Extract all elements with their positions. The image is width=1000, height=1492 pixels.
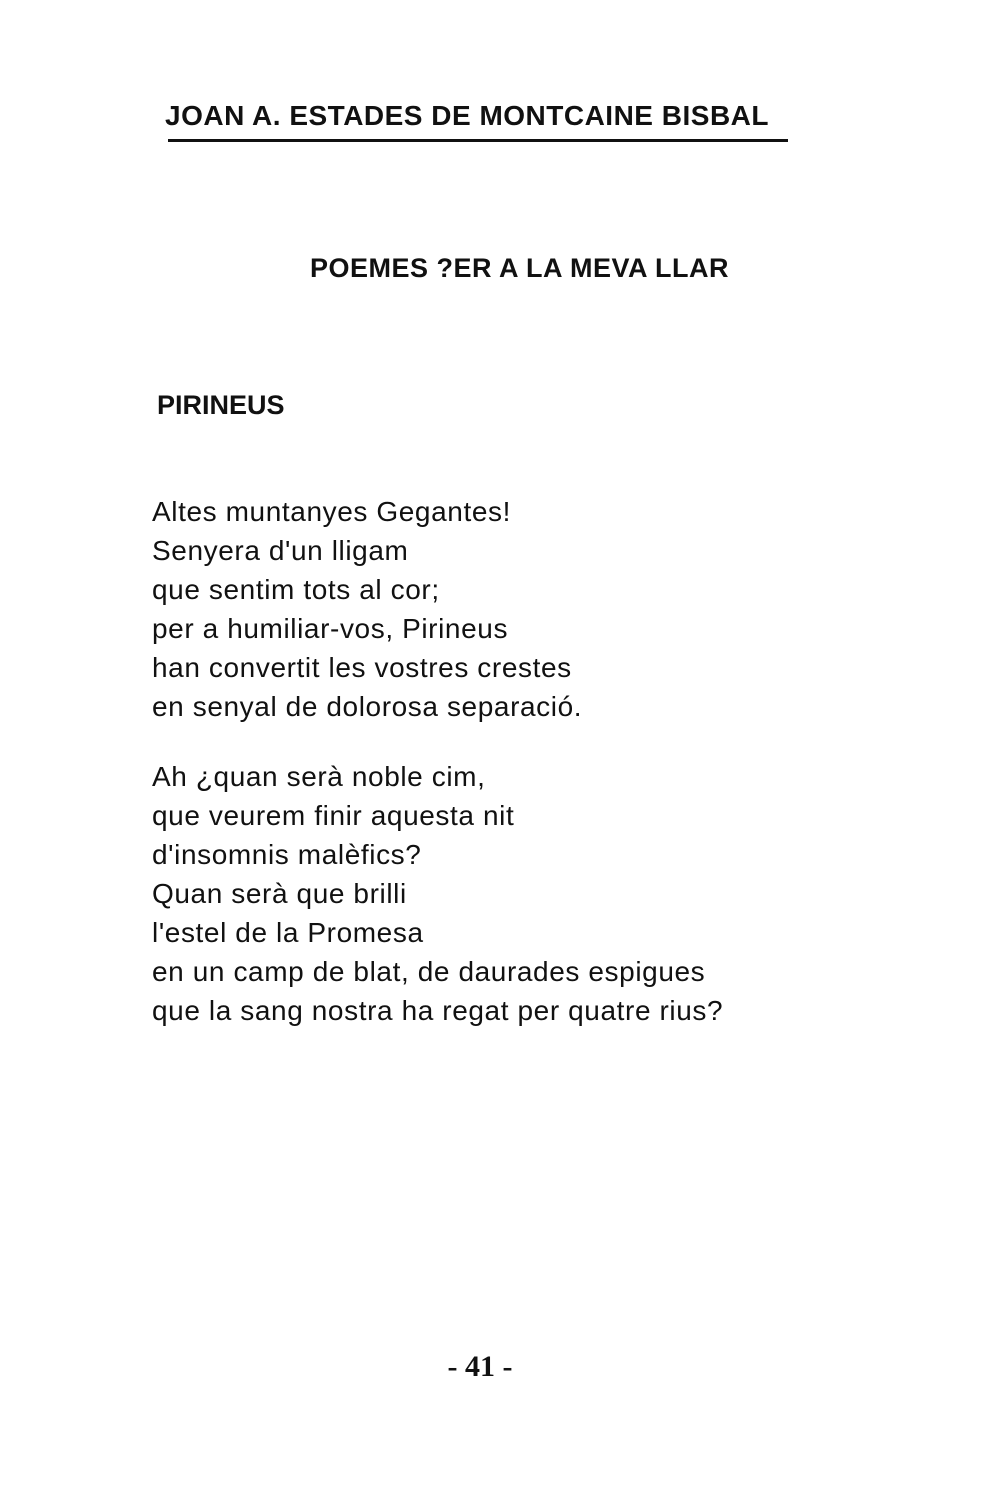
verse-line: Ah ¿quan serà noble cim, [152,761,486,792]
verse-line: han convertit les vostres crestes [152,652,572,683]
stanza-2 [152,757,723,1030]
collection-title: POEMES ?ER A LA MEVA LLAR [310,253,730,283]
verse-line: per a humiliar-vos, Pirineus [152,613,509,644]
verse-line: que la sang nostra ha regat per quatre rius? [152,995,724,1026]
verse-line: que sentim tots al cor; [152,574,440,605]
verse-line: Quan serà que brilli [152,878,407,909]
verse-line: l'estel de la Promesa [152,917,424,948]
page-number: - 41 - [447,1350,513,1383]
verse-line: d'insomnis malèfics? [152,839,422,870]
verse-line: Altes muntanyes Gegantes! [152,496,511,527]
stanza-1 [152,492,582,726]
author-header: JOAN A. ESTADES DE MONTCAINE BISBAL [165,100,769,131]
header-underline [168,139,788,142]
verse-line: que veurem finir aquesta nit [152,800,515,831]
poem-title: PIRINEUS [157,390,285,420]
verse-line: Senyera d'un lligam [152,535,409,566]
verse-line: en un camp de blat, de daurades espigues [152,956,706,987]
verse-line: en senyal de dolorosa separació. [152,691,583,722]
